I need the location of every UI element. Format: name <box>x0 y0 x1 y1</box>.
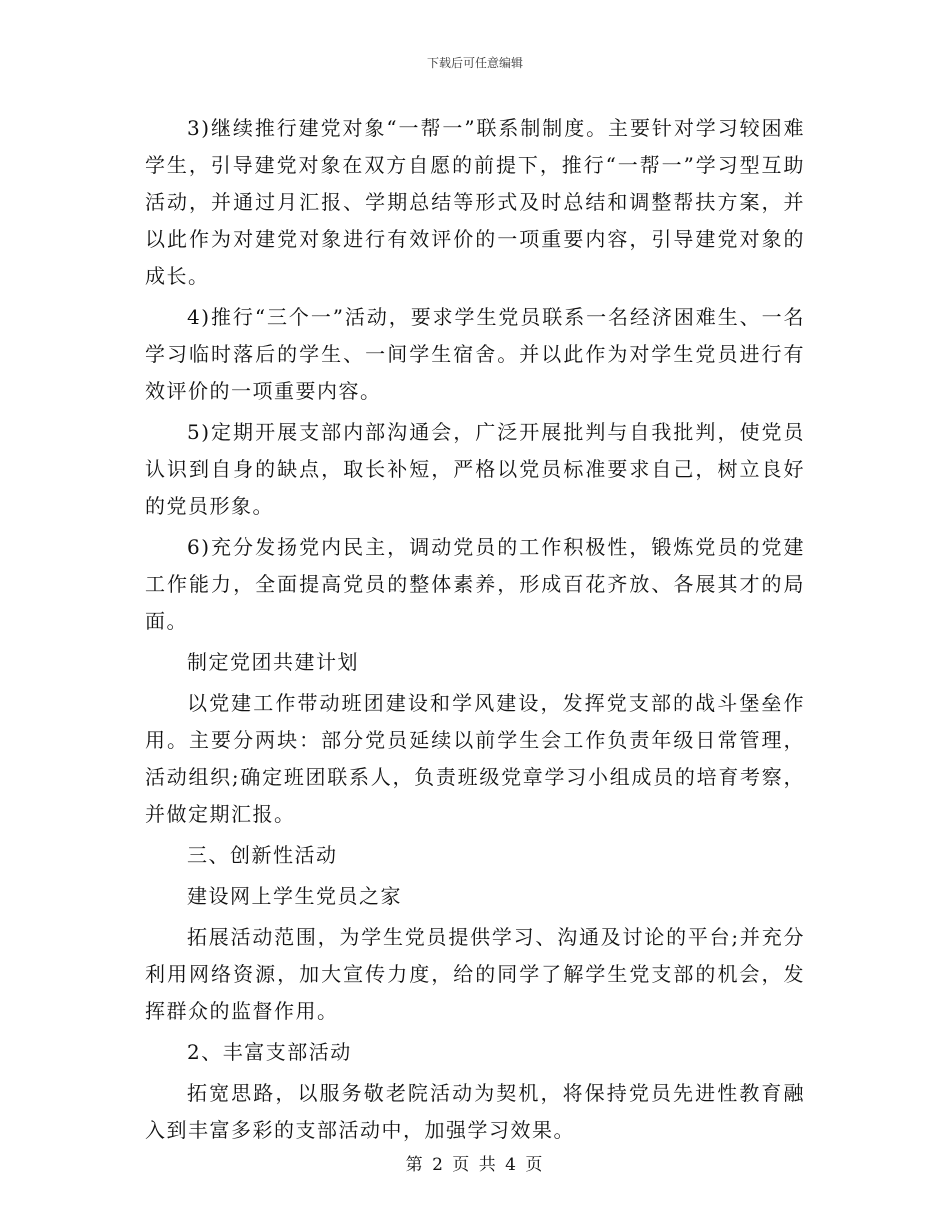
section-heading-party-league: 制定党团共建计划 <box>187 650 359 674</box>
section-heading-online-home: 建设网上学生党员之家 <box>187 884 402 908</box>
paragraph-item-6: 6)充分发扬党内民主，调动党员的工作积极性，锻炼党员的党建工作能力，全面提高党员的整体素养，形成百花齐放、各展其才的局面。 <box>145 535 805 633</box>
page-header: 下载后可任意编辑 <box>426 56 523 70</box>
section-heading-branch-activities: 2、丰富支部活动 <box>187 1040 352 1064</box>
paragraph-item-4: 4)推行“三个一”活动，要求学生党员联系一名经济困难生、一名学习临时落后的学生、一间学生宿舍。并以此作为对学生党员进行有效评价的一项重要内容。 <box>145 305 805 403</box>
paragraph-item-5: 5)定期开展支部内部沟通会，广泛开展批判与自我批判，使党员认识到自身的缺点，取长补短，严格以党员标准要求自己，树立良好的党员形象。 <box>145 420 805 518</box>
page-footer: 第 2 页 共 4 页 <box>405 1155 545 1175</box>
paragraph-party-league: 以党建工作带动班团建设和学风建设，发挥党支部的战斗堡垒作用。主要分两块：部分党员延续以前学生会工作负责年级日常管理，活动组织;确定班团联系人，负责班级党章学习小组成员的培育考察，并做定期汇报。 <box>145 691 805 826</box>
paragraph-item-3: 3)继续推行建党对象“一帮一”联系制制度。主要针对学习较困难学生，引导建党对象在双方自愿的前提下，推行“一帮一”学习型互助活动，并通过月汇报、学期总结等形式及时总结和调整帮扶方案，并以此作为对建党对象进行有效评价的一项重要内容，引导建党对象的成长。 <box>145 116 805 288</box>
document-body <box>145 110 805 1153</box>
paragraph-branch-activities: 拓宽思路，以服务敬老院活动为契机，将保持党员先进性教育融入到丰富多彩的支部活动中，加强学习效果。 <box>145 1081 805 1142</box>
section-heading-innovation: 三、创新性活动 <box>187 843 338 867</box>
paragraph-online-home: 拓展活动范围，为学生党员提供学习、沟通及讨论的平台;并充分利用网络资源，加大宣传力度，给的同学了解学生党支部的机会，发挥群众的监督作用。 <box>145 925 805 1023</box>
